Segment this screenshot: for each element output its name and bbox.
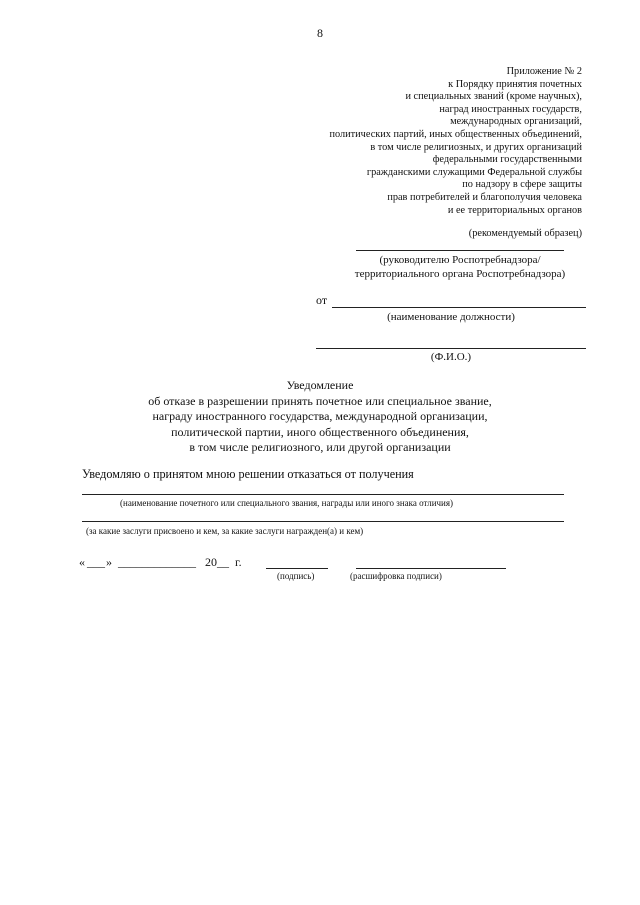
title-heading: Уведомление [286,378,354,392]
signature-field-line [266,568,328,569]
signature-caption: (подпись) [277,571,315,581]
name-field-line [316,348,586,349]
date-month-blank: _____________ [118,555,196,569]
annex-line: и ее территориальных органов [447,204,582,216]
addressee-caption-line1: (руководителю Роспотребнадзора/ [379,254,541,266]
annex-line: Приложение № 2 [506,66,582,77]
annex-line: политических партий, иных общественных объединений, [329,128,582,140]
annex-header [330,66,583,217]
merit-field-line [82,521,564,522]
annex-line: по надзору в сфере защиты [462,179,582,191]
annex-line: международных организаций, [450,116,582,128]
notification-title [0,378,640,456]
body-intro: Уведомляю о принятом мною решении отказаться от получения [82,467,414,481]
annex-line: гражданскими служащими Федеральной службы [366,166,582,178]
title-line: награду иностранного государства, международной организации, [152,409,488,423]
date-close-quote: » [106,555,112,569]
annex-line: наград иностранных государств, [439,103,582,115]
annex-line: и специальных званий (кроме научных), [405,91,582,103]
recommended-sample-label: (рекомендуемый образец) [468,228,582,239]
annex-line: прав потребителей и благополучия человека [387,191,582,203]
annex-line: в том числе религиозных, и других организаций [370,141,582,153]
from-label: от [316,293,328,307]
award-caption: (наименование почетного или специального звания, награды или иного знака отличия) [120,498,453,508]
annex-line: к Порядку принятия почетных [448,78,582,90]
page-number: 8 [317,26,323,40]
decoding-field-line [356,568,506,569]
addressee-caption-line2: территориального органа Роспотребнадзора) [354,268,566,280]
date-day-blank: ___ [87,555,105,569]
position-caption: (наименование должности) [387,311,515,323]
date-year-prefix: 20__ [205,555,229,569]
title-line: в том числе религиозного, или другой организации [189,440,451,454]
date-year-suffix: г. [235,555,242,569]
title-line: политической партии, иного общественного объединения, [171,424,469,439]
annex-line: федеральными государственными [432,154,582,166]
merit-caption: (за какие заслуги присвоено и кем, за какие заслуги награжден(а) и кем) [86,526,364,536]
addressee-field-line [356,250,564,251]
title-line: об отказе в разрешении принять почетное или специальное звание, [148,393,492,408]
name-caption: (Ф.И.О.) [430,351,472,363]
date-open-quote: « [79,555,85,569]
position-field-line [332,307,586,308]
award-field-line [82,494,564,495]
decoding-caption: (расшифровка подписи) [350,571,442,581]
